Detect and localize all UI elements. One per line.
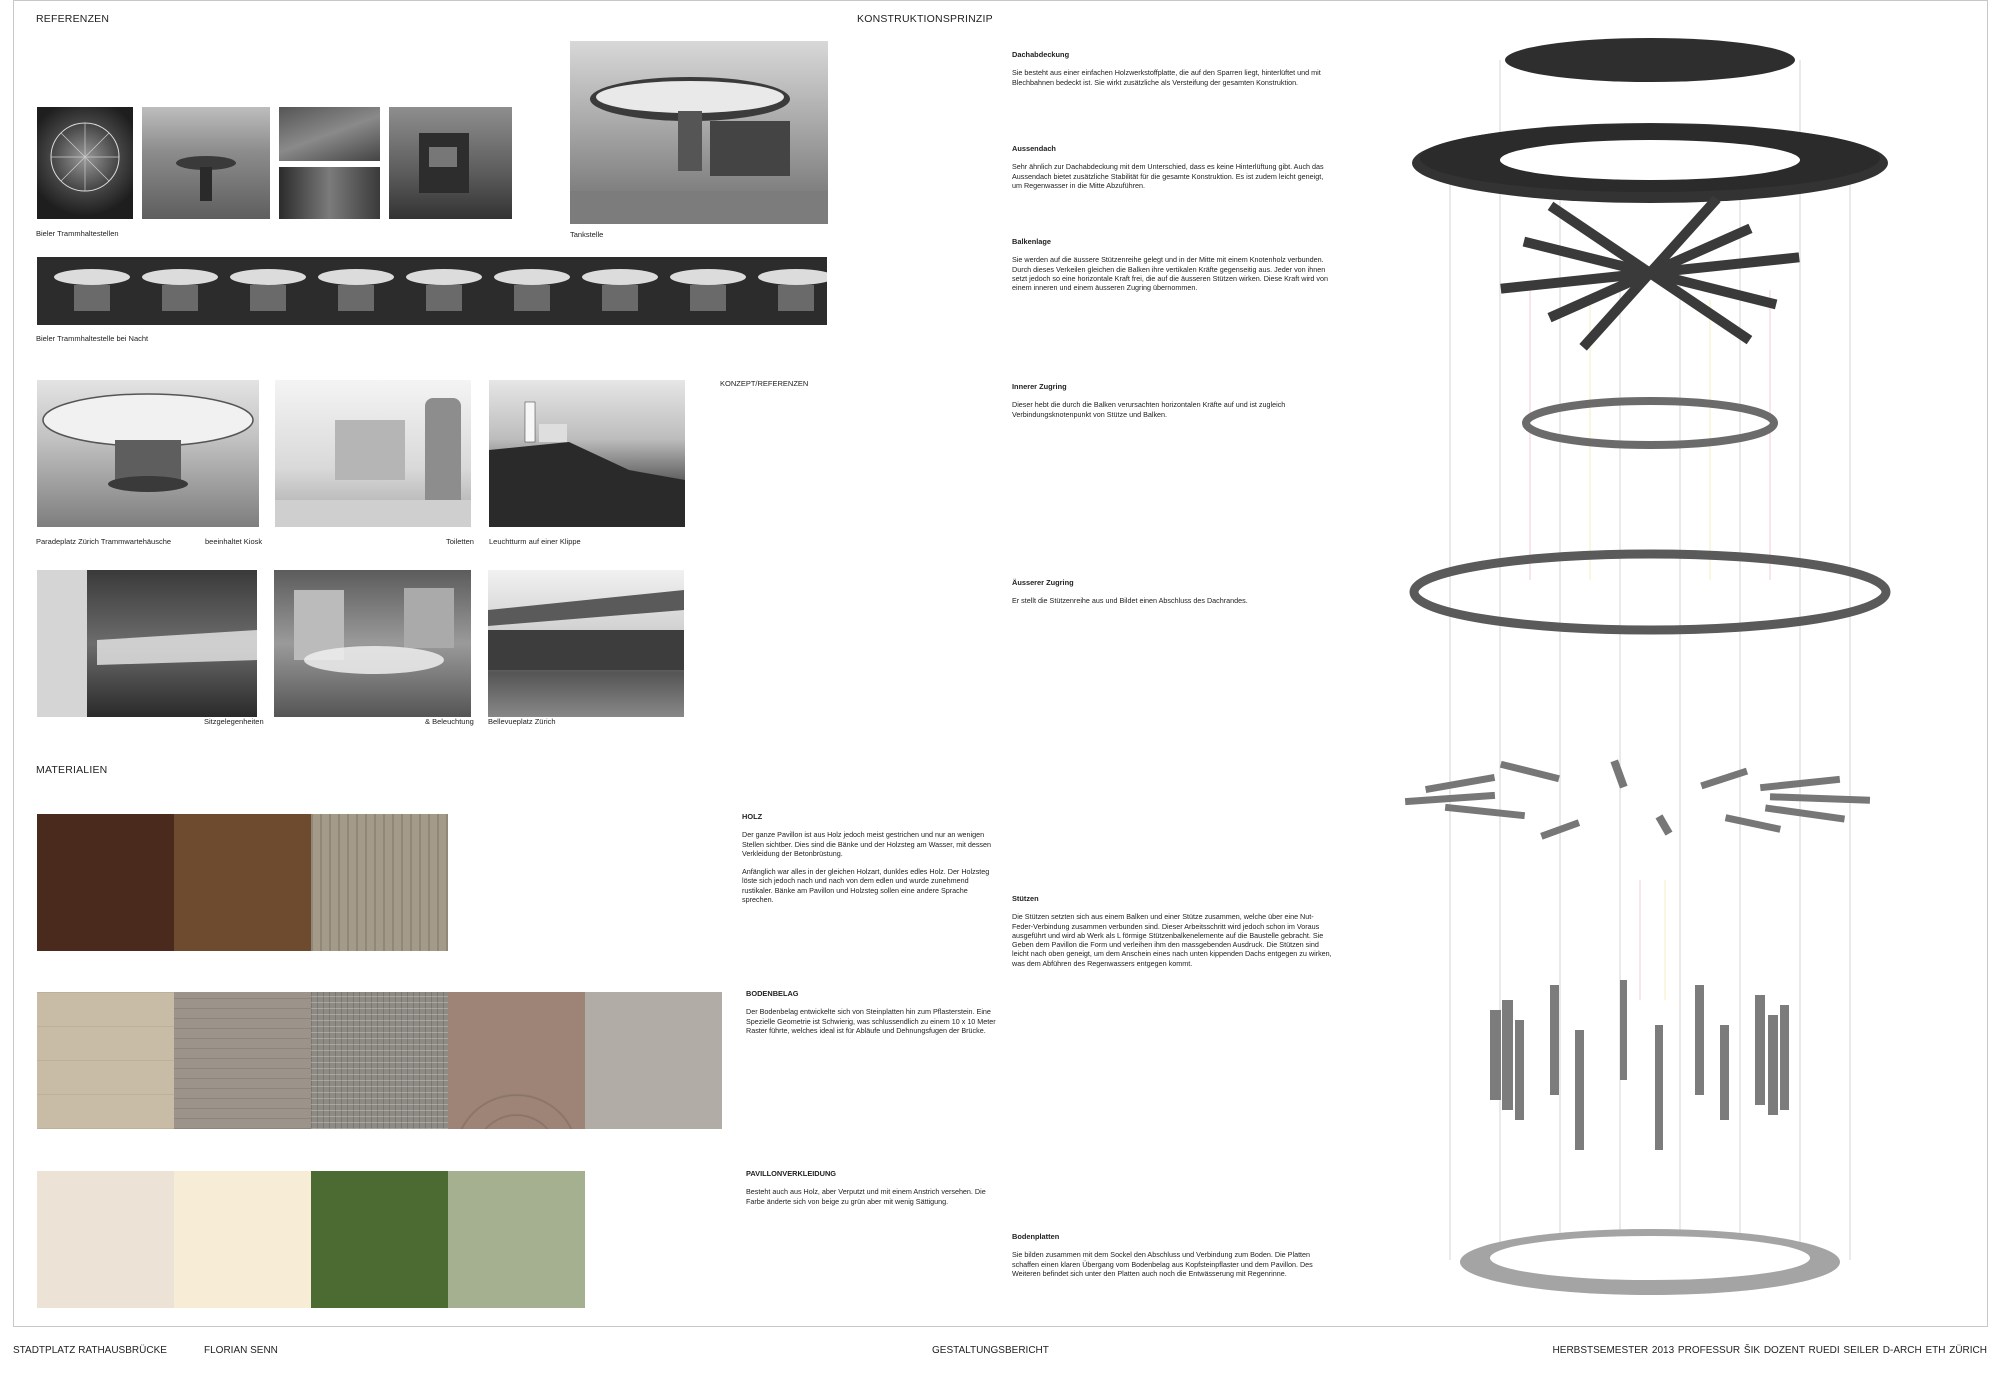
construction-aeusserer-zugring-title: Äusserer Zugring: [1012, 578, 1074, 587]
photo-roof-detail: [279, 107, 380, 161]
photo-tram-stop-interior: [279, 167, 380, 219]
photo-toilets-interior: [275, 380, 471, 527]
construction-aussendach: [1012, 144, 1327, 199]
night-kiosk: [426, 285, 462, 311]
night-canopy: [494, 269, 570, 285]
swatch-wood-medium: [174, 814, 311, 951]
night-canopy: [670, 269, 746, 285]
beam-layer: [1500, 195, 1799, 350]
heading-konstruktionsprinzip: KONSTRUKTIONSPRINZIP: [857, 13, 993, 25]
construction-stuetzen-text: Die Stützen setzten sich aus einem Balken und einer Stütze zusammen, welche über eine Nut-Feder-Verbindung zusammen verbunden sind. Dieser Arbeitsschritt wird jedoch schon im Voraus ausgeführt und wird ab Werk als L förmige Stützenbalkenelemente auf die Baustelle gebracht. Sie Geben dem Pavillon die Form und verleihen ihm den massgebenden Ausdruck. Die Stützen sind leicht nach oben geneigt, um dem Anschein eines nach unten kippenden Dachs entgegen zu wirken, was dem Abführen des Regenwassers entgegen kommt.: [1012, 912, 1332, 968]
material-pavillon-p1: Besteht auch aus Holz, aber Verputzt und mit einem Anstrich versehen. Die Farbe änderte sich von beige zu grün aber mit wenig Sättigung.: [746, 1187, 986, 1206]
caption-sitzgelegenheiten: Sitzgelegenheiten: [204, 717, 264, 726]
night-kiosk: [690, 285, 726, 311]
construction-dachabdeckung-text: Sie besteht aus einer einfachen Holzwerkstoffplatte, die auf den Sparren liegt, hinterlüftet und mit Blechbahnen bedeckt ist. Sie wirkt zusätzliche als Versteifung der gesamten Konstruktion.: [1012, 68, 1321, 87]
construction-balkenlage: [1012, 237, 1332, 301]
construction-dachabdeckung: [1012, 50, 1327, 96]
caption-leuchtturm: Leuchtturm auf einer Klippe: [489, 537, 581, 546]
swatch-floor-grey-slab: [174, 992, 311, 1129]
swatch-cladding-sage: [448, 1171, 585, 1308]
construction-innerer-zugring-text: Dieser hebt die durch die Balken verursachten horizontalen Kräfte auf und ist zugleich Verbindungsknotenpunkt von Stütze und Balken.: [1012, 400, 1286, 419]
night-canopy: [582, 269, 658, 285]
photo-gas-station: [570, 41, 828, 224]
construction-stuetzen-title: Stützen: [1012, 894, 1039, 903]
swatch-floor-cobble-fan: [448, 992, 585, 1129]
swatch-floor-cobble-small: [311, 992, 448, 1129]
material-pavillon-text: [746, 1169, 996, 1215]
footer-project: STADTPLATZ RATHAUSBRÜCKE: [13, 1345, 167, 1356]
caption-bellevue: Bellevueplatz Zürich: [488, 717, 556, 726]
outer-roof-ring: [1412, 123, 1888, 203]
night-kiosk: [602, 285, 638, 311]
caption-toiletten: Toiletten: [446, 537, 474, 546]
construction-aussendach-title: Aussendach: [1012, 144, 1056, 153]
heading-konzept-referenzen: KONZEPT/REFERENZEN: [720, 379, 809, 388]
caption-tankstelle: Tankstelle: [570, 230, 604, 239]
swatch-floor-concrete: [585, 992, 722, 1129]
night-canopy: [142, 269, 218, 285]
material-bodenbelag-title: BODENBELAG: [746, 989, 799, 998]
construction-innerer-zugring-title: Innerer Zugring: [1012, 382, 1067, 391]
caption-bieler-tramm: Bieler Trammhaltestellen: [36, 229, 119, 238]
swatch-cladding-green: [311, 1171, 448, 1308]
construction-balkenlage-title: Balkenlage: [1012, 237, 1052, 246]
construction-aeusserer-zugring: [1012, 578, 1327, 615]
photo-seating-tram-blur: [37, 570, 257, 717]
construction-innerer-zugring: [1012, 382, 1327, 428]
footer-credits: HERBSTSEMESTER 2013 PROFESSUR ŠIK DOZENT RUEDI SEILER D-ARCH ETH ZÜRICH: [1552, 1345, 1987, 1356]
caption-kiosk: beeinhaltet Kiosk: [205, 537, 263, 546]
night-kiosk: [74, 285, 110, 311]
photo-tram-stop-square: [142, 107, 270, 219]
photo-kiosk-building: [389, 107, 512, 219]
material-bodenbelag-text: [746, 989, 996, 1044]
construction-bodenplatten-title: Bodenplatten: [1012, 1232, 1060, 1241]
roof-cover-disc: [1505, 38, 1795, 82]
caption-bieler-nacht: Bieler Trammhaltestelle bei Nacht: [36, 334, 149, 343]
swatch-floor-stone-slab: [37, 992, 174, 1129]
photo-lighthouse: [489, 380, 685, 527]
night-kiosk: [162, 285, 198, 311]
construction-aussendach-text: Sehr ähnlich zur Dachabdeckung mit dem Unterschied, dass es keine Hinterlüftung gibt. Auch das Aussendach bietet zusätzliche Stabilität für die gesamte Konstruktion. Es ist zudem leicht geneigt, um Regenwasser in die Mitte Abzuführen.: [1012, 162, 1324, 190]
construction-bodenplatten-text: Sie bilden zusammen mit dem Sockel den Abschluss und Verbindung zum Boden. Die Platten schaffen einen klaren Übergang vom Bodenbelag aus Kopfsteinpflaster und dem Pavillon. Des Weiteren befindet sich unter den Platten auch noch die Entwässerung mit Regenrinne.: [1012, 1250, 1313, 1278]
columns: [1490, 980, 1789, 1150]
caption-paradeplatz: Paradeplatz Zürich Trammwartehäusche: [36, 537, 172, 546]
swatch-cladding-beige-light: [37, 1171, 174, 1308]
caption-beleuchtung: & Beleuchtung: [425, 717, 474, 726]
swatch-cladding-cream: [174, 1171, 311, 1308]
base-slab-ring: [1460, 1229, 1840, 1295]
footer-report: GESTALTUNGSBERICHT: [932, 1345, 1049, 1356]
photo-tram-stop-drawing: [37, 107, 133, 219]
outer-tension-ring: [1414, 554, 1886, 630]
photo-bellevueplatz: [488, 570, 684, 717]
exploded-construction-diagram: [1390, 20, 1910, 1320]
night-kiosk: [778, 285, 814, 311]
swatch-wood-rustic: [311, 814, 448, 951]
night-canopy: [406, 269, 482, 285]
swatch-wood-dark: [37, 814, 174, 951]
night-canopy: [54, 269, 130, 285]
color-guide-lines: [1530, 290, 1770, 1000]
night-kiosk: [514, 285, 550, 311]
construction-stuetzen: [1012, 894, 1332, 977]
construction-aeusserer-zugring-text: Er stellt die Stützenreihe aus und Bildet einen Abschluss des Dachrandes.: [1012, 596, 1248, 606]
heading-referenzen: REFERENZEN: [36, 13, 110, 25]
night-kiosk: [338, 285, 374, 311]
inner-tension-ring: [1526, 401, 1774, 445]
night-canopy: [758, 269, 827, 285]
construction-bodenplatten: [1012, 1232, 1327, 1287]
material-bodenbelag-p1: Der Bodenbelag entwickelte sich von Steinplatten hin zum Pflasterstein. Eine Spezielle Geometrie ist Schwierig, was schlussendlich zu einem 10 x 10 Meter Raster führte, welches ideal ist für Abläufe und Dehnungsfugen der Brücke.: [746, 1007, 996, 1035]
photo-lighting-square: [274, 570, 471, 717]
material-pavillon-title: PAVILLONVERKLEIDUNG: [746, 1169, 837, 1178]
material-holz-text: [742, 812, 992, 913]
material-holz-p1: Der ganze Pavillon ist aus Holz jedoch meist gestrichen und nur an wenigen Stellen sichtber. Dies sind die Bänke und der Holzsteg am Wasser, mit dessen Verkleidung der Betonbrüstung.: [742, 830, 992, 858]
night-canopy: [230, 269, 306, 285]
heading-materialien: MATERIALIEN: [36, 764, 108, 776]
night-kiosk: [250, 285, 286, 311]
photo-paradeplatz: [37, 380, 259, 527]
construction-balkenlage-text: Sie werden auf die äussere Stützenreihe gelegt und in der Mitte mit einem Knotenholz verbunden. Durch dieses Verkeilen gleichen die Balken ihre vertikalen Kräfte gegenseitig aus. Jeder von ihnen setzt jedoch so eine horizontale Kraft frei, die auf die äusseren Stützen wirken. Diese Kraft wird von einem inneren und einem äusseren Zugring übernommen.: [1012, 255, 1329, 293]
material-holz-p2: Anfänglich war alles in der gleichen Holzart, dunkles edles Holz. Der Holzsteg löste sich jedoch nach und nach von dem edlen und wurde zunehmend rustikaler. Bänke am Pavillon und Holzsteg sollen eine andere Sprache sprechen.: [742, 867, 990, 905]
material-holz-title: HOLZ: [742, 812, 763, 821]
footer-author: FLORIAN SENN: [204, 1345, 278, 1356]
photo-tram-stop-night-strip: [37, 257, 827, 325]
night-canopy: [318, 269, 394, 285]
construction-dachabdeckung-title: Dachabdeckung: [1012, 50, 1070, 59]
